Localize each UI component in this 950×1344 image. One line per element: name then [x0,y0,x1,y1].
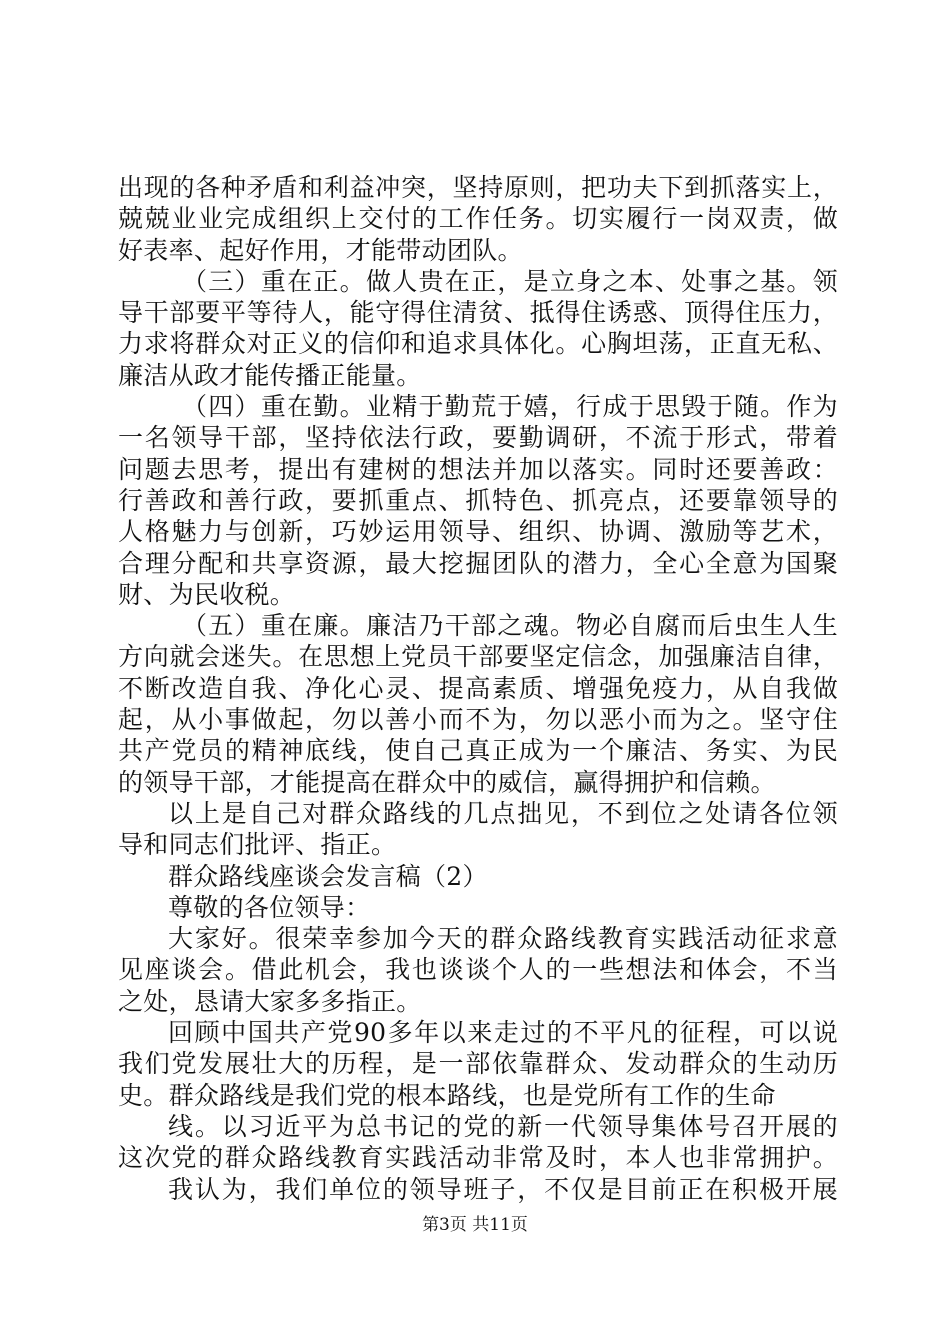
text-line: 史。群众路线是我们党的根本路线，也是党所有工作的生命 [118,1080,776,1110]
text-line: 财、为民收税。 [118,579,296,609]
document-body [118,172,838,1205]
page-footer: 第3页 共11页 [422,1215,528,1235]
text-line: 群众路线座谈会发言稿（2） [168,861,488,891]
text-line: （四）重在勤。业精于勤荒于嬉，行成于思毁于随。作为 [182,392,838,422]
text-line: 合理分配和共享资源，最大挖掘团队的潜力，全心全意为国聚 [118,548,838,578]
text-line: 人格魅力与创新，巧妙运用领导、组织、协调、激励等艺术， [118,517,838,547]
text-line: 廉洁从政才能传播正能量。 [118,360,422,390]
text-line: （五）重在廉。廉洁乃干部之魂。物必自腐而后虫生人生 [182,611,838,641]
text-line: 以上是自己对群众路线的几点拙见，不到位之处请各位领 [168,798,838,828]
text-line: 共产党员的精神底线，使自己真正成为一个廉洁、务实、为民 [118,736,838,766]
text-line: 不断改造自我、净化心灵、提高素质、增强免疫力，从自我做 [118,673,838,703]
text-line: 线。以习近平为总书记的党的新一代领导集体号召开展的 [168,1111,838,1141]
text-line: 行善政和善行政，要抓重点、抓特色、抓亮点，还要靠领导的 [118,485,838,515]
text-line: 方向就会迷失。在思想上党员干部要坚定信念，加强廉洁自律， [118,642,838,672]
text-line: 我认为，我们单位的领导班子，不仅是目前正在积极开展 [168,1174,838,1204]
text-line: 出现的各种矛盾和利益冲突，坚持原则，把功夫下到抓落实上， [118,173,838,202]
text-line: 回顾中国共产党90多年以来走过的不平凡的征程，可以说 [168,1018,838,1048]
text-line: 力求将群众对正义的信仰和追求具体化。心胸坦荡，正直无私、 [118,329,838,359]
text-line: 问题去思考，提出有建树的想法并加以落实。同时还要善政： [118,454,838,484]
text-line: 这次党的群众路线教育实践活动非常及时，本人也非常拥护。 [118,1143,838,1173]
text-line: 好表率、起好作用，才能带动团队。 [118,235,523,265]
text-line: 兢兢业业完成组织上交付的工作任务。切实履行一岗双责，做 [118,204,838,234]
text-line: 见座谈会。借此机会，我也谈谈个人的一些想法和体会，不当 [118,955,838,985]
text-line: 一名领导干部，坚持依法行政，要勤调研，不流于形式，带着 [118,423,838,453]
text-line: 尊敬的各位领导： [168,892,371,922]
text-line: 导和同志们批评、指正。 [118,830,397,860]
text-line: 大家好。很荣幸参加今天的群众路线教育实践活动征求意 [168,924,838,954]
text-line: （三）重在正。做人贵在正，是立身之本、处事之基。领 [182,266,838,296]
text-line: 起，从小事做起，勿以善小而不为，勿以恶小而为之。坚守住 [118,705,838,735]
text-line: 我们党发展壮大的历程，是一部依靠群众、发动群众的生动历 [118,1049,838,1079]
text-line: 导干部要平等待人，能守得住清贫、抵得住诱惑、顶得住压力， [118,298,838,328]
text-line: 之处，恳请大家多多指正。 [118,986,422,1016]
text-line: 的领导干部，才能提高在群众中的威信，赢得拥护和信赖。 [118,767,776,797]
